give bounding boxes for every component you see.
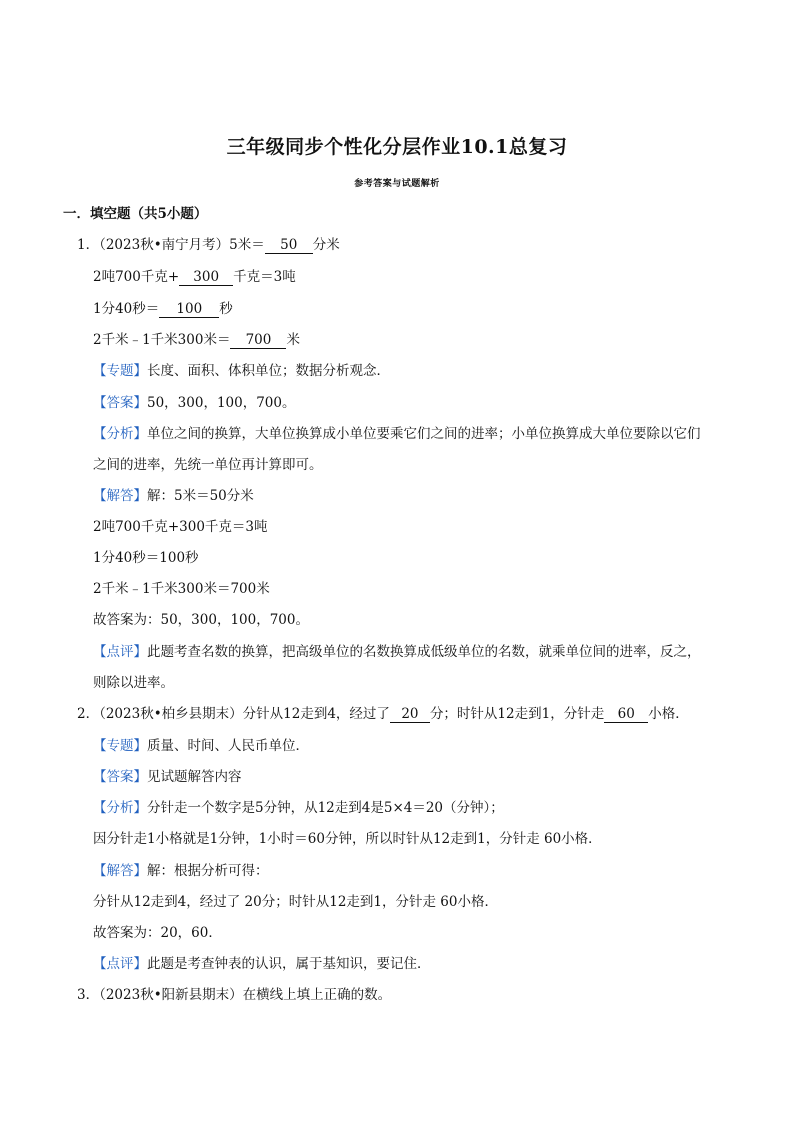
q1-comment <box>93 643 701 661</box>
q2-prefix: 2．（2023秋•柏乡县期末）分针从12走到4，经过了 <box>77 706 390 722</box>
q2-comment-tag: 【点评】 <box>93 956 147 972</box>
q1-analysis-tag: 【分析】 <box>93 426 147 442</box>
q2-answer-tag: 【答案】 <box>93 769 147 785</box>
q1-solution-line5: 故答案为：50，300，100，700。 <box>93 612 309 628</box>
q1-line4 <box>93 331 300 349</box>
q1-line4-suffix: 米 <box>286 332 300 348</box>
q1-line1 <box>77 236 340 254</box>
q2-solution-line3: 故答案为：20，60． <box>93 925 222 941</box>
section-heading: 一．填空题（共5小题） <box>63 206 208 222</box>
q2-topic-tag: 【专题】 <box>93 738 147 754</box>
q2-solution-line2: 分针从12走到4，经过了 20分；时针从12走到1，分针走 60小格． <box>93 894 498 910</box>
q1-solution-tag: 【解答】 <box>93 488 147 504</box>
q1-line3-suffix: 秒 <box>219 301 233 317</box>
q1-topic-tag: 【专题】 <box>93 363 147 379</box>
q2-line1 <box>77 705 689 723</box>
q1-analysis-text1: 单位之间的换算，大单位换算成小单位要乘它们之间的进率；小单位换算成大单位要除以它们 <box>147 426 701 442</box>
q1-blank2: 300 <box>179 270 233 286</box>
q1-comment-text1: 此题考查名数的换算，把高级单位的名数换算成低级单位的名数，就乘单位间的进率，反之， <box>147 644 701 660</box>
q1-answer-text: 50，300，100，700。 <box>147 395 296 411</box>
q1-solution-line4: 2千米﹣1千米300米＝700米 <box>93 581 270 597</box>
q1-solution-line3: 1分40秒＝100秒 <box>93 550 199 566</box>
q1-line2-suffix: 千克＝3吨 <box>233 269 296 285</box>
q1-line4-prefix: 2千米﹣1千米300米＝ <box>93 332 231 348</box>
q2-answer-text: 见试题解答内容 <box>147 769 242 785</box>
document-title: 三年级同步个性化分层作业10.1总复习 <box>226 136 568 158</box>
q1-solution <box>93 487 254 505</box>
q1-line3 <box>93 300 233 318</box>
q2-mid: 分；时针从12走到1，分针走 <box>429 706 605 722</box>
q1-blank4: 700 <box>230 333 286 349</box>
q1-comment-tag: 【点评】 <box>93 644 147 660</box>
q1-line2 <box>93 268 296 286</box>
q2-topic <box>93 737 309 755</box>
q2-solution-text1: 解：根据分析可得： <box>147 863 269 879</box>
q2-analysis-tag: 【分析】 <box>93 800 147 816</box>
q2-analysis-text1: 分针走一个数字是5分钟，从12走到4是5×4＝20（分钟）； <box>147 800 504 816</box>
q2-analysis-cont: 因分针走1小格就是1分钟，1小时＝60分钟，所以时针从12走到1，分针走 60小格． <box>93 831 602 847</box>
q1-analysis-cont: 之间的进率，先统一单位再计算即可。 <box>93 457 323 473</box>
q1-blank3: 100 <box>159 302 219 318</box>
q1-solution-line2: 2吨700千克+300千克＝3吨 <box>93 519 268 535</box>
q2-solution <box>93 862 269 880</box>
q1-prefix: 1．（2023秋•南宁月考）5米＝ <box>77 237 265 253</box>
q2-blank2: 60 <box>604 707 648 723</box>
q2-suffix: 小格． <box>648 706 689 722</box>
q2-analysis <box>93 799 504 817</box>
q1-blank1: 50 <box>265 238 313 254</box>
document-subtitle: 参考答案与试题解析 <box>354 179 440 189</box>
q1-suffix1: 分米 <box>312 237 340 253</box>
q2-comment <box>93 955 431 973</box>
q1-comment-cont: 则除以进率。 <box>93 675 174 691</box>
q2-blank1: 20 <box>390 707 430 723</box>
q1-topic <box>93 362 390 380</box>
q2-solution-tag: 【解答】 <box>93 863 147 879</box>
q1-line3-prefix: 1分40秒＝ <box>93 301 160 317</box>
q2-comment-text1: 此题是考查钟表的认识，属于基知识，要记住． <box>147 956 431 972</box>
q3-line1: 3．（2023秋•阳新县期末）在横线上填上正确的数。 <box>77 987 392 1003</box>
q1-line2-prefix: 2吨700千克+ <box>93 269 180 285</box>
q1-topic-text: 长度、面积、体积单位；数据分析观念． <box>147 363 390 379</box>
q1-solution-text1: 解：5米＝50分米 <box>147 488 254 504</box>
q1-analysis <box>93 425 701 443</box>
q1-answer <box>93 394 295 412</box>
q2-answer <box>93 768 242 786</box>
q2-topic-text: 质量、时间、人民币单位． <box>147 738 309 754</box>
q1-answer-tag: 【答案】 <box>93 395 147 411</box>
